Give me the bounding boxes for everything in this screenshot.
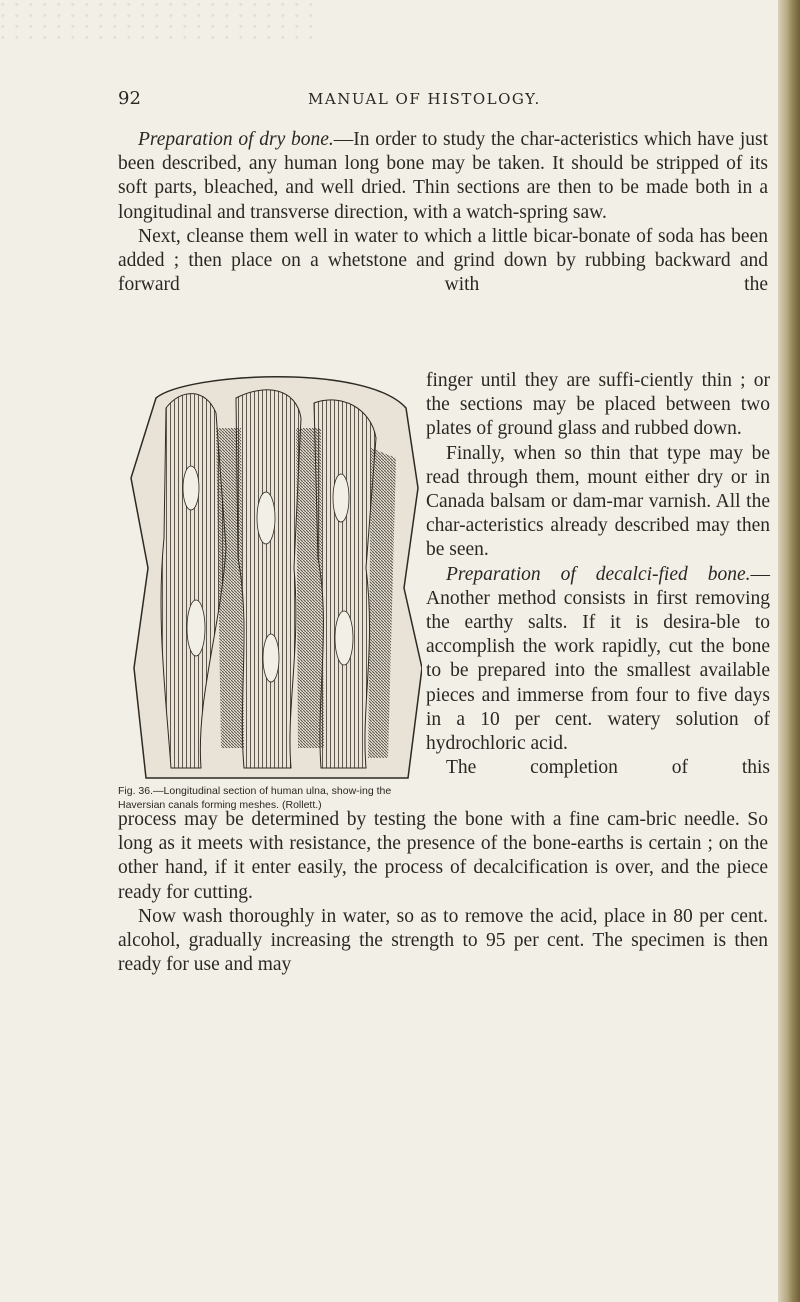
figure-caption: Fig. 36.—Longitudinal section of human ulna, show-ing the Haversian canals forming meshes. (Rollett.) xyxy=(118,785,392,811)
paragraph-dry-bone-intro xyxy=(118,128,768,225)
paragraph-text: —Another method consists in first removing the earthy salts. If it is desira-ble to accomplish the work rapidly, cut the bone to be prepared into the smallest available pieces and immerse from four to five days in a 10 per cent. watery solution of hydrochloric acid. xyxy=(426,563,770,755)
text-top-block xyxy=(118,128,768,297)
paragraph-wash: Now wash thoroughly in water, so as to remove the acid, place in 80 per cent. alcohol, gradually increasing the strength to 95 per cent. The specimen is then ready for use and may xyxy=(118,905,768,976)
text-side-column xyxy=(426,369,770,780)
paragraph-completion-continued: process may be determined by testing the bone with a fine cam-bric needle. So long as it meets with resistance, the presence of the bone-earths is certain ; on the other hand, if it enter easily, the process of decalcification is over, and the piece ready for cutting. xyxy=(118,809,768,903)
figure-ulna-section xyxy=(126,368,422,784)
paragraph-text: —In order to study the char-acteristics which have just been described, any human long bone may be taken. It should be stripped of its soft parts, bleached, and well dried. Thin sections are then to be made both in a longitudinal and transverse direction, with a watch-spring saw. xyxy=(118,129,768,223)
heading-decalcified-bone: Preparation of decalci-fied bone. xyxy=(446,563,751,585)
paragraph-cleanse xyxy=(118,225,768,298)
paragraph-decalcified-intro xyxy=(426,563,770,757)
paragraph-text: Next, cleanse them well in water to which a little bicar-bonate of soda has been added ; then place on a whetstone and grind down by rubbing backward and forward with the xyxy=(118,225,768,296)
running-head: MANUAL OF HISTOLOGY. xyxy=(308,90,541,108)
paragraph-cleanse-continued: finger until they are suffi-ciently thin ; or the sections may be placed between two plates of ground glass and rubbed down. xyxy=(426,370,770,440)
paragraph-completion-start: The completion of this xyxy=(446,757,770,779)
page-number: 92 xyxy=(118,88,141,109)
paragraph-finally: Finally, when so thin that type may be read through them, mount either dry or in Canada balsam or dam-mar varnish. All the char-acteristics already described may then be seen. xyxy=(426,442,770,561)
text-bottom-block xyxy=(118,808,768,977)
page-edge-shadow xyxy=(778,0,800,1302)
page-header xyxy=(118,88,758,112)
heading-dry-bone: Preparation of dry bone. xyxy=(138,129,334,150)
bone-section-illustration xyxy=(126,368,422,784)
paper-speckle xyxy=(0,0,320,40)
